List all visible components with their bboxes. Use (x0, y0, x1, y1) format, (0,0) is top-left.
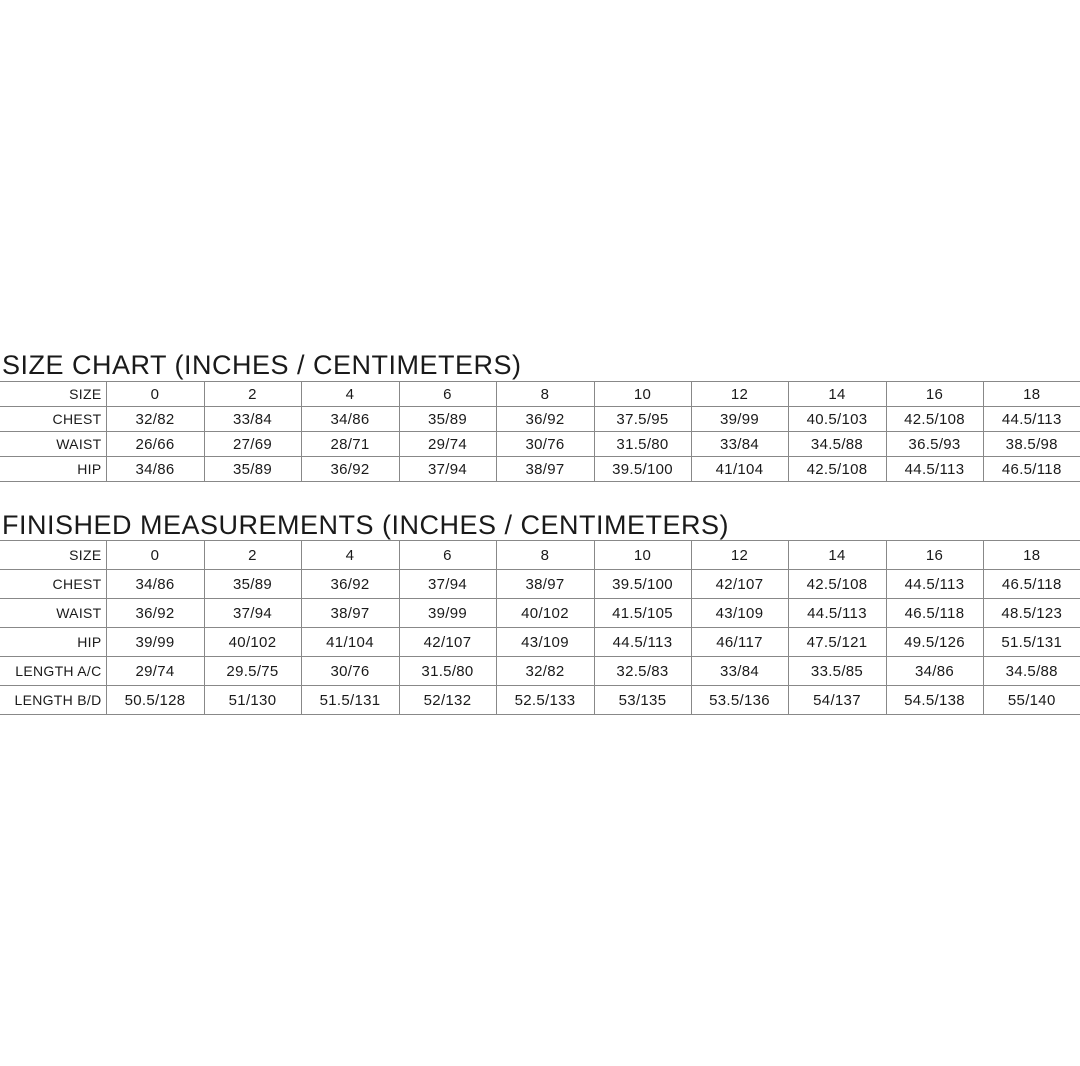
measurement-cell: 35/89 (204, 570, 301, 599)
measurement-cell: 38/97 (496, 457, 594, 482)
measurement-cell: 31.5/80 (594, 432, 691, 457)
table-row (0, 686, 1080, 715)
measurement-cell: 37/94 (204, 599, 301, 628)
measurement-cell: 29/74 (106, 657, 204, 686)
measurement-cell: 46.5/118 (886, 599, 983, 628)
finished-measurements-section (0, 510, 1080, 715)
measurement-cell: 33/84 (204, 407, 301, 432)
measurement-cell: 27/69 (204, 432, 301, 457)
measurement-cell: 35/89 (399, 407, 496, 432)
measurement-cell: 41.5/105 (594, 599, 691, 628)
row-label: WAIST (0, 432, 106, 457)
measurement-cell: 44.5/113 (886, 570, 983, 599)
measurement-cell: 41/104 (301, 628, 399, 657)
measurement-cell: 44.5/113 (886, 457, 983, 482)
size-header-cell: 0 (106, 541, 204, 570)
finished-measurements-title: FINISHED MEASUREMENTS (INCHES / CENTIMETERS) (2, 510, 730, 540)
measurement-cell: 31.5/80 (399, 657, 496, 686)
size-chart-section (0, 350, 1080, 482)
row-label: WAIST (0, 599, 106, 628)
measurement-cell: 42.5/108 (886, 407, 983, 432)
table-row (0, 628, 1080, 657)
measurement-cell: 36/92 (106, 599, 204, 628)
size-header-cell: 12 (691, 541, 788, 570)
measurement-cell: 50.5/128 (106, 686, 204, 715)
table-row (0, 570, 1080, 599)
measurement-cell: 51.5/131 (301, 686, 399, 715)
measurement-cell: 38.5/98 (983, 432, 1080, 457)
measurement-cell: 33/84 (691, 657, 788, 686)
measurement-cell: 37/94 (399, 570, 496, 599)
measurement-cell: 51/130 (204, 686, 301, 715)
table-header-row (0, 382, 1080, 407)
table-row (0, 599, 1080, 628)
size-header-cell: 12 (691, 382, 788, 407)
measurement-cell: 34/86 (301, 407, 399, 432)
measurement-cell: 26/66 (106, 432, 204, 457)
size-header-cell: 14 (788, 382, 886, 407)
measurement-cell: 42/107 (399, 628, 496, 657)
measurement-cell: 51.5/131 (983, 628, 1080, 657)
measurement-cell: 29.5/75 (204, 657, 301, 686)
measurement-cell: 40/102 (496, 599, 594, 628)
measurement-cell: 52.5/133 (496, 686, 594, 715)
measurement-cell: 43/109 (496, 628, 594, 657)
measurement-cell: 49.5/126 (886, 628, 983, 657)
table-row (0, 432, 1080, 457)
size-header-cell: 4 (301, 541, 399, 570)
size-header-cell: 16 (886, 541, 983, 570)
measurement-cell: 29/74 (399, 432, 496, 457)
row-label: LENGTH B/D (0, 686, 106, 715)
finished-measurements-table (0, 540, 1080, 715)
measurement-cell: 37.5/95 (594, 407, 691, 432)
measurement-cell: 34/86 (106, 570, 204, 599)
size-header-cell: 14 (788, 541, 886, 570)
table-row (0, 407, 1080, 432)
size-header-cell: 4 (301, 382, 399, 407)
measurement-cell: 36/92 (301, 570, 399, 599)
measurement-cell: 39/99 (399, 599, 496, 628)
size-header-label: SIZE (0, 541, 106, 570)
size-chart-title: SIZE CHART (INCHES / CENTIMETERS) (2, 350, 522, 380)
measurement-cell: 46.5/118 (983, 457, 1080, 482)
table-row (0, 657, 1080, 686)
row-label: CHEST (0, 407, 106, 432)
measurement-cell: 39.5/100 (594, 570, 691, 599)
size-header-cell: 16 (886, 382, 983, 407)
measurement-cell: 28/71 (301, 432, 399, 457)
measurement-cell: 42.5/108 (788, 570, 886, 599)
measurement-cell: 40/102 (204, 628, 301, 657)
measurement-cell: 42/107 (691, 570, 788, 599)
measurement-cell: 53.5/136 (691, 686, 788, 715)
size-header-cell: 10 (594, 541, 691, 570)
size-header-cell: 8 (496, 541, 594, 570)
measurement-cell: 30/76 (496, 432, 594, 457)
measurement-cell: 39/99 (106, 628, 204, 657)
row-label: HIP (0, 628, 106, 657)
size-chart-table (0, 381, 1080, 482)
size-header-cell: 18 (983, 541, 1080, 570)
measurement-cell: 44.5/113 (594, 628, 691, 657)
measurement-cell: 34.5/88 (983, 657, 1080, 686)
measurement-cell: 34/86 (886, 657, 983, 686)
measurement-cell: 44.5/113 (983, 407, 1080, 432)
row-label: HIP (0, 457, 106, 482)
measurement-cell: 44.5/113 (788, 599, 886, 628)
measurement-cell: 53/135 (594, 686, 691, 715)
measurement-cell: 52/132 (399, 686, 496, 715)
measurement-cell: 36/92 (301, 457, 399, 482)
measurement-cell: 37/94 (399, 457, 496, 482)
table-row (0, 457, 1080, 482)
measurement-cell: 39.5/100 (594, 457, 691, 482)
measurement-cell: 34.5/88 (788, 432, 886, 457)
size-header-cell: 2 (204, 382, 301, 407)
measurement-cell: 42.5/108 (788, 457, 886, 482)
row-label: LENGTH A/C (0, 657, 106, 686)
measurement-cell: 46/117 (691, 628, 788, 657)
measurement-cell: 41/104 (691, 457, 788, 482)
size-header-cell: 6 (399, 541, 496, 570)
row-label: CHEST (0, 570, 106, 599)
measurement-cell: 47.5/121 (788, 628, 886, 657)
measurement-cell: 34/86 (106, 457, 204, 482)
measurement-cell: 36/92 (496, 407, 594, 432)
size-header-label: SIZE (0, 382, 106, 407)
measurement-cell: 30/76 (301, 657, 399, 686)
measurement-cell: 39/99 (691, 407, 788, 432)
measurement-cell: 40.5/103 (788, 407, 886, 432)
measurement-cell: 36.5/93 (886, 432, 983, 457)
measurement-cell: 55/140 (983, 686, 1080, 715)
measurement-cell: 33.5/85 (788, 657, 886, 686)
table-header-row (0, 541, 1080, 570)
size-header-cell: 0 (106, 382, 204, 407)
measurement-cell: 32.5/83 (594, 657, 691, 686)
size-header-cell: 18 (983, 382, 1080, 407)
measurement-cell: 48.5/123 (983, 599, 1080, 628)
size-header-cell: 2 (204, 541, 301, 570)
measurement-cell: 38/97 (301, 599, 399, 628)
size-header-cell: 8 (496, 382, 594, 407)
measurement-cell: 32/82 (106, 407, 204, 432)
measurement-cell: 54/137 (788, 686, 886, 715)
measurement-cell: 35/89 (204, 457, 301, 482)
measurement-cell: 32/82 (496, 657, 594, 686)
size-header-cell: 10 (594, 382, 691, 407)
measurement-cell: 54.5/138 (886, 686, 983, 715)
measurement-cell: 38/97 (496, 570, 594, 599)
size-header-cell: 6 (399, 382, 496, 407)
measurement-cell: 46.5/118 (983, 570, 1080, 599)
measurement-cell: 43/109 (691, 599, 788, 628)
measurement-cell: 33/84 (691, 432, 788, 457)
